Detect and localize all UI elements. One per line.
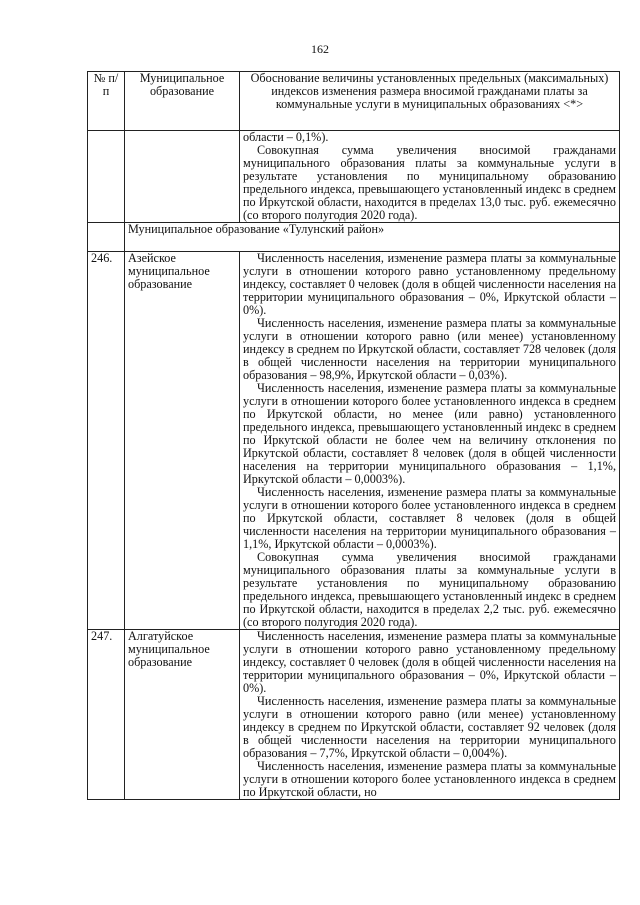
- header-municipality: Муниципальное образование: [125, 72, 240, 131]
- row-text-cell: [240, 630, 620, 800]
- paragraph: Численность населения, изменение размера платы за коммунальные услуги в отношении которого более установленного индекса в среднем по Иркутской области, но: [243, 759, 616, 799]
- table-row: [88, 252, 620, 630]
- continuation-mo-cell: [125, 131, 240, 223]
- row-number: 246.: [88, 252, 125, 630]
- row-number: 247.: [88, 630, 125, 800]
- paragraph: Совокупная сумма увеличения вносимой гражданами муниципального образования платы за коммунальные услуги в результате установления по муниципальному образованию предельного индекса, превышающего установленный индекс в среднем по Иркутской области, находится в пределах 2,2 тыс. руб. ежемесячно (со второго полугодия 2020 года).: [243, 550, 616, 629]
- section-row: [88, 223, 620, 252]
- paragraph: Численность населения, изменение размера платы за коммунальные услуги в отношении которого равно (или менее) установленному индексу в среднем по Иркутской области, составляет 728 человек (доля в общей численности населения на территории муниципального образования – 98,9%, Иркутской области – 0,03%).: [243, 316, 616, 382]
- paragraph: области – 0,1%).: [243, 130, 329, 144]
- section-num-cell: [88, 223, 125, 252]
- row-text-cell: [240, 252, 620, 630]
- paragraph: Численность населения, изменение размера платы за коммунальные услуги в отношении которого равно установленному предельному индексу, составляет 0 человек (доля в общей численности населения на территории муниципального образования – 0%, Иркутской области – 0%).: [243, 629, 616, 695]
- section-title: Муниципальное образование «Тулунский район»: [125, 223, 620, 252]
- header-justification: Обоснование величины установленных предельных (максимальных) индексов изменения размера вносимой гражданами платы за коммунальные услуги в муниципальных образованиях <*>: [240, 72, 620, 131]
- paragraph: Численность населения, изменение размера платы за коммунальные услуги в отношении которого более установленного индекса в среднем по Иркутской области, составляет 8 человек (доля в общей численности населения на территории муниципального образования – 1,1%, Иркутской области – 0,0003%).: [243, 485, 616, 551]
- paragraph: Численность населения, изменение размера платы за коммунальные услуги в отношении которого равно установленному предельному индексу, составляет 0 человек (доля в общей численности населения на территории муниципального образования – 0%, Иркутской области – 0%).: [243, 251, 616, 317]
- continuation-text-cell: [240, 131, 620, 223]
- paragraph: Совокупная сумма увеличения вносимой гражданами муниципального образования платы за коммунальные услуги в результате установления по муниципальному образованию предельного индекса, превышающего установленный индекс в среднем по Иркутской области, находится в пределах 13,0 тыс. руб. ежемесячно (со второго полугодия 2020 года).: [243, 143, 616, 222]
- page-number: 162: [311, 42, 329, 56]
- continuation-row: [88, 131, 620, 223]
- tariff-index-table: [87, 71, 620, 800]
- header-number: № п/п: [88, 72, 125, 131]
- row-municipality: Алгатуйское муниципальное образование: [125, 630, 240, 800]
- paragraph: Численность населения, изменение размера платы за коммунальные услуги в отношении которого равно (или менее) установленному индексу в среднем по Иркутской области, составляет 92 человек (доля в общей численности населения на территории муниципального образования – 7,7%, Иркутской области – 0,004%).: [243, 694, 616, 760]
- row-municipality: Азейское муниципальное образование: [125, 252, 240, 630]
- continuation-num-cell: [88, 131, 125, 223]
- paragraph: Численность населения, изменение размера платы за коммунальные услуги в отношении которого более установленного индекса в среднем по Иркутской области, но менее (или равно) установленного предельного индекса, превышающего установленный индекс в среднем по Иркутской области не более чем на величину отклонения по Иркутской области, составляет 8 человек (доля в общей численности населения на территории муниципального образования – 1,1%, Иркутской области – 0,0003%).: [243, 381, 616, 486]
- table-header-row: [88, 72, 620, 131]
- table-row: [88, 630, 620, 800]
